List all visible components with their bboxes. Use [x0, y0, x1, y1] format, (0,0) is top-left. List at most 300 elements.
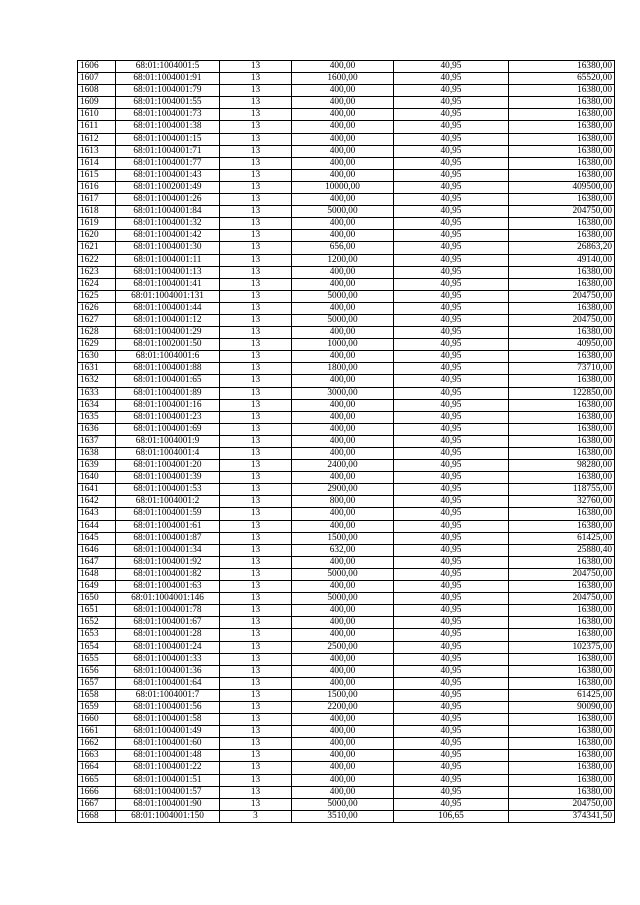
- cadastral-number-cell: 68:01:1004001:30: [116, 242, 220, 254]
- table-row: [78, 375, 615, 387]
- category-cell: 13: [220, 714, 292, 726]
- category-cell: 13: [220, 339, 292, 351]
- row-number-cell: 1625: [78, 290, 116, 302]
- cadastral-number-cell: 68:01:1004001:29: [116, 327, 220, 339]
- table-row: [78, 97, 615, 109]
- row-number-cell: 1638: [78, 448, 116, 460]
- cadastral-number-cell: 68:01:1004001:89: [116, 387, 220, 399]
- row-number-cell: 1607: [78, 73, 116, 85]
- rate-cell: 40,95: [394, 351, 509, 363]
- category-cell: 13: [220, 145, 292, 157]
- amount-cell: 16380,00: [509, 629, 615, 641]
- cadastral-number-cell: 68:01:1004001:48: [116, 750, 220, 762]
- area-cell: 632,00: [292, 544, 394, 556]
- rate-cell: 40,95: [394, 484, 509, 496]
- amount-cell: 409500,00: [509, 181, 615, 193]
- row-number-cell: 1635: [78, 411, 116, 423]
- area-cell: 5000,00: [292, 290, 394, 302]
- cadastral-number-cell: 68:01:1004001:39: [116, 472, 220, 484]
- amount-cell: 16380,00: [509, 61, 615, 73]
- amount-cell: 16380,00: [509, 774, 615, 786]
- amount-cell: 16380,00: [509, 327, 615, 339]
- amount-cell: 16380,00: [509, 145, 615, 157]
- table-row: [78, 532, 615, 544]
- table-row: [78, 242, 615, 254]
- table-row: [78, 701, 615, 713]
- amount-cell: 16380,00: [509, 556, 615, 568]
- table-row: [78, 460, 615, 472]
- table-row: [78, 181, 615, 193]
- rate-cell: 40,95: [394, 605, 509, 617]
- rate-cell: 40,95: [394, 532, 509, 544]
- rate-cell: 40,95: [394, 593, 509, 605]
- table-row: [78, 387, 615, 399]
- amount-cell: 204750,00: [509, 206, 615, 218]
- row-number-cell: 1631: [78, 363, 116, 375]
- area-cell: 400,00: [292, 472, 394, 484]
- amount-cell: 16380,00: [509, 738, 615, 750]
- rate-cell: 40,95: [394, 798, 509, 810]
- rate-cell: 40,95: [394, 568, 509, 580]
- cadastral-number-cell: 68:01:1004001:16: [116, 399, 220, 411]
- rate-cell: 40,95: [394, 653, 509, 665]
- category-cell: 13: [220, 532, 292, 544]
- row-number-cell: 1621: [78, 242, 116, 254]
- rate-cell: 40,95: [394, 73, 509, 85]
- row-number-cell: 1608: [78, 85, 116, 97]
- category-cell: 13: [220, 774, 292, 786]
- amount-cell: 32760,00: [509, 496, 615, 508]
- area-cell: 400,00: [292, 121, 394, 133]
- cadastral-number-cell: 68:01:1004001:78: [116, 605, 220, 617]
- table-row: [78, 133, 615, 145]
- area-cell: 400,00: [292, 230, 394, 242]
- cadastral-number-cell: 68:01:1004001:5: [116, 61, 220, 73]
- amount-cell: 90090,00: [509, 701, 615, 713]
- table-row: [78, 206, 615, 218]
- table-row: [78, 762, 615, 774]
- category-cell: 13: [220, 726, 292, 738]
- category-cell: 13: [220, 581, 292, 593]
- category-cell: 13: [220, 435, 292, 447]
- area-cell: 1200,00: [292, 254, 394, 266]
- rate-cell: 40,95: [394, 423, 509, 435]
- rate-cell: 40,95: [394, 435, 509, 447]
- row-number-cell: 1641: [78, 484, 116, 496]
- cadastral-number-cell: 68:01:1004001:57: [116, 786, 220, 798]
- amount-cell: 16380,00: [509, 520, 615, 532]
- area-cell: 400,00: [292, 133, 394, 145]
- category-cell: 13: [220, 520, 292, 532]
- area-cell: 3000,00: [292, 387, 394, 399]
- amount-cell: 16380,00: [509, 302, 615, 314]
- area-cell: 400,00: [292, 411, 394, 423]
- row-number-cell: 1645: [78, 532, 116, 544]
- cadastral-number-cell: 68:01:1004001:26: [116, 194, 220, 206]
- area-cell: 400,00: [292, 218, 394, 230]
- amount-cell: 204750,00: [509, 593, 615, 605]
- category-cell: 13: [220, 508, 292, 520]
- table-row: [78, 194, 615, 206]
- amount-cell: 16380,00: [509, 448, 615, 460]
- rate-cell: 40,95: [394, 641, 509, 653]
- area-cell: 400,00: [292, 786, 394, 798]
- row-number-cell: 1622: [78, 254, 116, 266]
- row-number-cell: 1654: [78, 641, 116, 653]
- category-cell: 13: [220, 641, 292, 653]
- row-number-cell: 1666: [78, 786, 116, 798]
- area-cell: 1800,00: [292, 363, 394, 375]
- rate-cell: 40,95: [394, 411, 509, 423]
- rate-cell: 40,95: [394, 472, 509, 484]
- rate-cell: 40,95: [394, 314, 509, 326]
- row-number-cell: 1639: [78, 460, 116, 472]
- table-row: [78, 677, 615, 689]
- amount-cell: 16380,00: [509, 266, 615, 278]
- row-number-cell: 1650: [78, 593, 116, 605]
- cadastral-number-cell: 68:01:1004001:36: [116, 665, 220, 677]
- amount-cell: 25880,40: [509, 544, 615, 556]
- area-cell: 400,00: [292, 399, 394, 411]
- category-cell: 13: [220, 423, 292, 435]
- rate-cell: 40,95: [394, 738, 509, 750]
- row-number-cell: 1661: [78, 726, 116, 738]
- row-number-cell: 1653: [78, 629, 116, 641]
- cadastral-number-cell: 68:01:1004001:71: [116, 145, 220, 157]
- rate-cell: 40,95: [394, 701, 509, 713]
- amount-cell: 16380,00: [509, 786, 615, 798]
- category-cell: 13: [220, 194, 292, 206]
- area-cell: 400,00: [292, 351, 394, 363]
- table-row: [78, 230, 615, 242]
- cadastral-number-cell: 68:01:1004001:67: [116, 617, 220, 629]
- row-number-cell: 1636: [78, 423, 116, 435]
- row-number-cell: 1649: [78, 581, 116, 593]
- cadastral-number-cell: 68:01:1004001:79: [116, 85, 220, 97]
- area-cell: 1600,00: [292, 73, 394, 85]
- row-number-cell: 1620: [78, 230, 116, 242]
- cadastral-number-cell: 68:01:1004001:61: [116, 520, 220, 532]
- table-row: [78, 314, 615, 326]
- cadastral-number-cell: 68:01:1002001:49: [116, 181, 220, 193]
- table-row: [78, 109, 615, 121]
- cadastral-number-cell: 68:01:1004001:33: [116, 653, 220, 665]
- rate-cell: 40,95: [394, 278, 509, 290]
- category-cell: 13: [220, 411, 292, 423]
- table-row: [78, 556, 615, 568]
- row-number-cell: 1659: [78, 701, 116, 713]
- table-row: [78, 290, 615, 302]
- rate-cell: 106,65: [394, 810, 509, 822]
- category-cell: 13: [220, 593, 292, 605]
- category-cell: 13: [220, 254, 292, 266]
- category-cell: 13: [220, 290, 292, 302]
- category-cell: 13: [220, 363, 292, 375]
- row-number-cell: 1646: [78, 544, 116, 556]
- amount-cell: 16380,00: [509, 121, 615, 133]
- amount-cell: 16380,00: [509, 351, 615, 363]
- area-cell: 400,00: [292, 605, 394, 617]
- table-row: [78, 714, 615, 726]
- row-number-cell: 1627: [78, 314, 116, 326]
- amount-cell: 16380,00: [509, 472, 615, 484]
- category-cell: 13: [220, 568, 292, 580]
- table-row: [78, 411, 615, 423]
- rate-cell: 40,95: [394, 786, 509, 798]
- cadastral-number-cell: 68:01:1004001:24: [116, 641, 220, 653]
- table-row: [78, 750, 615, 762]
- rate-cell: 40,95: [394, 665, 509, 677]
- rate-cell: 40,95: [394, 85, 509, 97]
- category-cell: 13: [220, 351, 292, 363]
- category-cell: 13: [220, 750, 292, 762]
- amount-cell: 16380,00: [509, 508, 615, 520]
- amount-cell: 122850,00: [509, 387, 615, 399]
- area-cell: 400,00: [292, 375, 394, 387]
- row-number-cell: 1619: [78, 218, 116, 230]
- row-number-cell: 1611: [78, 121, 116, 133]
- category-cell: 13: [220, 327, 292, 339]
- amount-cell: 16380,00: [509, 169, 615, 181]
- cadastral-number-cell: 68:01:1004001:32: [116, 218, 220, 230]
- category-cell: 13: [220, 472, 292, 484]
- rate-cell: 40,95: [394, 762, 509, 774]
- area-cell: 5000,00: [292, 798, 394, 810]
- rate-cell: 40,95: [394, 218, 509, 230]
- area-cell: 400,00: [292, 109, 394, 121]
- table-row: [78, 448, 615, 460]
- category-cell: 13: [220, 85, 292, 97]
- cadastral-number-cell: 68:01:1004001:69: [116, 423, 220, 435]
- amount-cell: 16380,00: [509, 726, 615, 738]
- amount-cell: 61425,00: [509, 532, 615, 544]
- rate-cell: 40,95: [394, 629, 509, 641]
- row-number-cell: 1613: [78, 145, 116, 157]
- amount-cell: 16380,00: [509, 411, 615, 423]
- table-row: [78, 121, 615, 133]
- category-cell: 13: [220, 544, 292, 556]
- area-cell: 2200,00: [292, 701, 394, 713]
- row-number-cell: 1658: [78, 689, 116, 701]
- category-cell: 13: [220, 97, 292, 109]
- row-number-cell: 1606: [78, 61, 116, 73]
- table-row: [78, 169, 615, 181]
- amount-cell: 49140,00: [509, 254, 615, 266]
- rate-cell: 40,95: [394, 169, 509, 181]
- row-number-cell: 1644: [78, 520, 116, 532]
- table-row: [78, 484, 615, 496]
- area-cell: 400,00: [292, 653, 394, 665]
- area-cell: 400,00: [292, 750, 394, 762]
- rate-cell: 40,95: [394, 544, 509, 556]
- amount-cell: 16380,00: [509, 399, 615, 411]
- area-cell: 400,00: [292, 677, 394, 689]
- category-cell: 13: [220, 230, 292, 242]
- category-cell: 13: [220, 181, 292, 193]
- rate-cell: 40,95: [394, 302, 509, 314]
- cadastral-number-cell: 68:01:1004001:65: [116, 375, 220, 387]
- amount-cell: 16380,00: [509, 653, 615, 665]
- area-cell: 400,00: [292, 726, 394, 738]
- row-number-cell: 1628: [78, 327, 116, 339]
- amount-cell: 16380,00: [509, 278, 615, 290]
- rate-cell: 40,95: [394, 496, 509, 508]
- category-cell: 13: [220, 73, 292, 85]
- row-number-cell: 1642: [78, 496, 116, 508]
- area-cell: 400,00: [292, 774, 394, 786]
- row-number-cell: 1629: [78, 339, 116, 351]
- table-row: [78, 61, 615, 73]
- rate-cell: 40,95: [394, 339, 509, 351]
- area-cell: 400,00: [292, 61, 394, 73]
- cadastral-number-cell: 68:01:1004001:91: [116, 73, 220, 85]
- area-cell: 400,00: [292, 169, 394, 181]
- rate-cell: 40,95: [394, 206, 509, 218]
- amount-cell: 16380,00: [509, 762, 615, 774]
- row-number-cell: 1640: [78, 472, 116, 484]
- table-row: [78, 496, 615, 508]
- cadastral-number-cell: 68:01:1004001:87: [116, 532, 220, 544]
- rate-cell: 40,95: [394, 375, 509, 387]
- amount-cell: 73710,00: [509, 363, 615, 375]
- amount-cell: 16380,00: [509, 435, 615, 447]
- category-cell: 13: [220, 786, 292, 798]
- category-cell: 13: [220, 689, 292, 701]
- cadastral-number-cell: 68:01:1004001:9: [116, 435, 220, 447]
- area-cell: 400,00: [292, 194, 394, 206]
- area-cell: 1500,00: [292, 689, 394, 701]
- amount-cell: 16380,00: [509, 423, 615, 435]
- row-number-cell: 1663: [78, 750, 116, 762]
- rate-cell: 40,95: [394, 520, 509, 532]
- cadastral-number-cell: 68:01:1004001:63: [116, 581, 220, 593]
- amount-cell: 16380,00: [509, 194, 615, 206]
- row-number-cell: 1657: [78, 677, 116, 689]
- cadastral-number-cell: 68:01:1004001:41: [116, 278, 220, 290]
- table-row: [78, 508, 615, 520]
- category-cell: 3: [220, 810, 292, 822]
- category-cell: 13: [220, 242, 292, 254]
- row-number-cell: 1616: [78, 181, 116, 193]
- cadastral-number-cell: 68:01:1004001:43: [116, 169, 220, 181]
- area-cell: 10000,00: [292, 181, 394, 193]
- cadastral-number-cell: 68:01:1004001:88: [116, 363, 220, 375]
- amount-cell: 204750,00: [509, 798, 615, 810]
- row-number-cell: 1630: [78, 351, 116, 363]
- category-cell: 13: [220, 133, 292, 145]
- area-cell: 656,00: [292, 242, 394, 254]
- table-row: [78, 351, 615, 363]
- cadastral-number-cell: 68:01:1004001:13: [116, 266, 220, 278]
- row-number-cell: 1617: [78, 194, 116, 206]
- rate-cell: 40,95: [394, 133, 509, 145]
- cadastral-number-cell: 68:01:1004001:20: [116, 460, 220, 472]
- rate-cell: 40,95: [394, 194, 509, 206]
- category-cell: 13: [220, 121, 292, 133]
- area-cell: 400,00: [292, 423, 394, 435]
- area-cell: 400,00: [292, 145, 394, 157]
- rate-cell: 40,95: [394, 145, 509, 157]
- rate-cell: 40,95: [394, 387, 509, 399]
- table-row: [78, 73, 615, 85]
- cadastral-number-cell: 68:01:1004001:53: [116, 484, 220, 496]
- rate-cell: 40,95: [394, 230, 509, 242]
- category-cell: 13: [220, 762, 292, 774]
- row-number-cell: 1656: [78, 665, 116, 677]
- amount-cell: 16380,00: [509, 714, 615, 726]
- row-number-cell: 1634: [78, 399, 116, 411]
- area-cell: 400,00: [292, 302, 394, 314]
- table-row: [78, 363, 615, 375]
- table-row: [78, 581, 615, 593]
- category-cell: 13: [220, 399, 292, 411]
- cadastral-number-cell: 68:01:1004001:11: [116, 254, 220, 266]
- rate-cell: 40,95: [394, 266, 509, 278]
- table-row: [78, 145, 615, 157]
- rate-cell: 40,95: [394, 689, 509, 701]
- area-cell: 400,00: [292, 278, 394, 290]
- amount-cell: 16380,00: [509, 677, 615, 689]
- table-row: [78, 544, 615, 556]
- category-cell: 13: [220, 375, 292, 387]
- rate-cell: 40,95: [394, 181, 509, 193]
- cadastral-number-cell: 68:01:1004001:4: [116, 448, 220, 460]
- table-row: [78, 157, 615, 169]
- row-number-cell: 1664: [78, 762, 116, 774]
- amount-cell: 16380,00: [509, 617, 615, 629]
- area-cell: 3510,00: [292, 810, 394, 822]
- table-row: [78, 520, 615, 532]
- amount-cell: 102375,00: [509, 641, 615, 653]
- area-cell: 400,00: [292, 617, 394, 629]
- category-cell: 13: [220, 169, 292, 181]
- area-cell: 400,00: [292, 266, 394, 278]
- cadastral-number-cell: 68:01:1004001:12: [116, 314, 220, 326]
- area-cell: 2900,00: [292, 484, 394, 496]
- area-cell: 800,00: [292, 496, 394, 508]
- table-row: [78, 798, 615, 810]
- table-row: [78, 617, 615, 629]
- area-cell: 400,00: [292, 556, 394, 568]
- rate-cell: 40,95: [394, 714, 509, 726]
- category-cell: 13: [220, 629, 292, 641]
- table-row: [78, 665, 615, 677]
- cadastral-number-cell: 68:01:1004001:84: [116, 206, 220, 218]
- area-cell: 1500,00: [292, 532, 394, 544]
- amount-cell: 61425,00: [509, 689, 615, 701]
- rate-cell: 40,95: [394, 290, 509, 302]
- table-row: [78, 278, 615, 290]
- rate-cell: 40,95: [394, 581, 509, 593]
- category-cell: 13: [220, 109, 292, 121]
- row-number-cell: 1609: [78, 97, 116, 109]
- area-cell: 2400,00: [292, 460, 394, 472]
- rate-cell: 40,95: [394, 448, 509, 460]
- category-cell: 13: [220, 460, 292, 472]
- table-row: [78, 593, 615, 605]
- amount-cell: 40950,00: [509, 339, 615, 351]
- amount-cell: 16380,00: [509, 230, 615, 242]
- row-number-cell: 1651: [78, 605, 116, 617]
- table-row: [78, 810, 615, 822]
- row-number-cell: 1637: [78, 435, 116, 447]
- table-row: [78, 423, 615, 435]
- rate-cell: 40,95: [394, 97, 509, 109]
- cadastral-number-cell: 68:01:1002001:50: [116, 339, 220, 351]
- area-cell: 400,00: [292, 520, 394, 532]
- category-cell: 13: [220, 387, 292, 399]
- row-number-cell: 1643: [78, 508, 116, 520]
